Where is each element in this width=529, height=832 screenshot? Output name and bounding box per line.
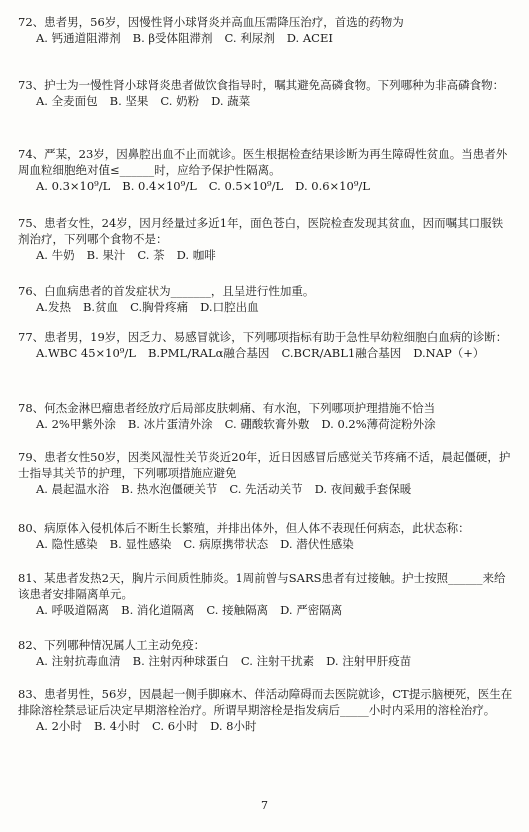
option-d: D. ACEI xyxy=(286,31,333,45)
question-74 xyxy=(18,146,514,194)
options-row xyxy=(18,30,514,46)
option-c: C. 硼酸软膏外敷 xyxy=(224,417,310,431)
question-stem: 82、下列哪种情况属人工主动免疫： xyxy=(18,638,206,652)
option-c: C.BCR/ABL1融合基因 xyxy=(281,346,402,360)
option-a: A. 呼吸道隔离 xyxy=(36,603,110,617)
option-c: C. 6小时 xyxy=(152,719,199,733)
option-c: C. 接触隔离 xyxy=(206,603,269,617)
option-c: C. 0.5×10⁹/L xyxy=(208,179,284,193)
option-d: D. 注射甲肝疫苗 xyxy=(326,654,412,668)
option-b: B. 显性感染 xyxy=(109,537,172,551)
question-stem: 83、患者男性，56岁，因晨起一侧手脚麻木、伴活动障碍而去医院就诊，CT提示脑梗死，医生在排除溶栓禁忌证后决定早期溶栓治疗。所谓早期溶栓是指发病后_____小时内采用的溶栓治疗。 xyxy=(18,687,513,717)
option-b: B. β受体阻滞剂 xyxy=(132,31,213,45)
options-row xyxy=(18,247,514,263)
question-75 xyxy=(18,215,514,263)
options-row xyxy=(18,653,514,669)
option-d: D.NAP（+） xyxy=(413,346,485,360)
question-81 xyxy=(18,570,514,618)
option-b: B. 坚果 xyxy=(109,94,149,108)
options-row xyxy=(18,602,514,618)
option-b: B. 冰片蛋清外涂 xyxy=(127,417,213,431)
question-stem: 80、病原体入侵机体后不断生长繁殖，并排出体外，但人体不表现任何病态，此状态称： xyxy=(18,521,470,535)
option-d: D. 0.6×10⁹/L xyxy=(295,179,370,193)
option-a: A. 注射抗毒血清 xyxy=(36,654,121,668)
question-stem: 77、患者男，19岁，因乏力、易感冒就诊，下列哪项指标有助于急性早幼粒细胞白血病的诊断： xyxy=(18,330,508,344)
option-b: B. 4小时 xyxy=(93,719,141,733)
options-row xyxy=(18,299,514,315)
question-stem: 79、患者女性50岁，因类风湿性关节炎近20年，近日因感冒后感觉关节疼痛不适，晨起僵硬，护士指导其关节的护理，下列哪项措施应避免 xyxy=(18,450,511,480)
question-78 xyxy=(18,400,514,432)
options-row xyxy=(18,536,514,552)
question-82 xyxy=(18,637,514,669)
option-d: D. 0.2%薄荷淀粉外涂 xyxy=(321,417,436,431)
options-row xyxy=(18,416,514,432)
option-d: D. 8小时 xyxy=(210,719,257,733)
option-c: C. 病原携带状态 xyxy=(183,537,269,551)
option-d: D. 严密隔离 xyxy=(280,603,343,617)
question-76 xyxy=(18,283,514,315)
option-b: B.贫血 xyxy=(82,300,119,314)
option-d: D. 潜伏性感染 xyxy=(280,537,354,551)
option-c: C. 茶 xyxy=(137,248,165,262)
question-77 xyxy=(18,329,514,361)
option-a: A.发热 xyxy=(36,300,71,314)
question-stem: 81、某患者发热2天，胸片示间质性肺炎。1周前曾与SARS患者有过接触。护士按照______来给该患者安排隔离单元。 xyxy=(18,571,506,601)
option-a: A. 2%甲紫外涂 xyxy=(36,417,116,431)
option-b: B.PML/RALα融合基因 xyxy=(147,346,270,360)
option-d: D. 夜间戴手套保暖 xyxy=(314,482,412,496)
option-b: B. 热水泡僵硬关节 xyxy=(121,482,218,496)
option-b: B. 注射丙种球蛋白 xyxy=(132,654,229,668)
question-stem: 74、严某，23岁，因鼻腔出血不止而就诊。医生根据检查结果诊断为再生障碍性贫血。当患者外周血粒细胞绝对值≤______时，应给予保护性隔离。 xyxy=(18,147,508,177)
question-stem: 73、护士为一慢性肾小球肾炎患者做饮食指导时，嘱其避免高磷食物。下列哪种为非高磷食物： xyxy=(18,78,505,92)
option-a: A. 牛奶 xyxy=(36,248,75,262)
page-number: 7 xyxy=(261,799,268,812)
option-c: C. 注射干扰素 xyxy=(240,654,315,668)
question-83 xyxy=(18,686,514,734)
question-stem: 78、何杰金淋巴瘤患者经放疗后局部皮肤刺痛、有水泡，下列哪项护理措施不恰当 xyxy=(18,401,436,415)
options-row xyxy=(18,178,514,194)
option-c: C. 先活动关节 xyxy=(229,482,303,496)
option-d: D. 咖啡 xyxy=(176,248,216,262)
question-stem: 75、患者女性，24岁，因月经量过多近1年，面色苍白，医院检查发现其贫血，因而嘱其口服铁剂治疗，下列哪个食物不是： xyxy=(18,216,504,246)
options-row xyxy=(18,345,514,361)
question-stem: 76、白血病患者的首发症状为_______，且呈进行性加重。 xyxy=(18,284,315,298)
option-b: B. 0.4×10⁹/L xyxy=(122,179,197,193)
question-79 xyxy=(18,449,514,497)
option-c: C. 奶粉 xyxy=(160,94,200,108)
option-d: D. 蔬菜 xyxy=(211,94,251,108)
option-a: A. 全麦面包 xyxy=(36,94,98,108)
question-72 xyxy=(18,14,514,46)
question-stem: 72、患者男，56岁，因慢性肾小球肾炎并高血压需降压治疗，首选的药物为 xyxy=(18,15,404,29)
option-a: A. 钙通道阻滞剂 xyxy=(36,31,121,45)
question-80 xyxy=(18,520,514,552)
option-a: A.WBC 45×10⁹/L xyxy=(36,346,136,360)
options-row xyxy=(18,481,514,497)
option-a: A. 0.3×10⁹/L xyxy=(36,179,111,193)
option-d: D.口腔出血 xyxy=(200,300,259,314)
option-a: A. 2小时 xyxy=(36,719,82,733)
option-b: B. 消化道隔离 xyxy=(121,603,195,617)
options-row xyxy=(18,718,514,734)
options-row xyxy=(18,93,514,109)
question-73 xyxy=(18,77,514,109)
option-c: C. 利尿剂 xyxy=(224,31,275,45)
option-b: B. 果汁 xyxy=(86,248,126,262)
option-c: C.胸骨疼痛 xyxy=(130,300,189,314)
option-a: A. 隐性感染 xyxy=(36,537,98,551)
option-a: A. 晨起温水浴 xyxy=(36,482,110,496)
